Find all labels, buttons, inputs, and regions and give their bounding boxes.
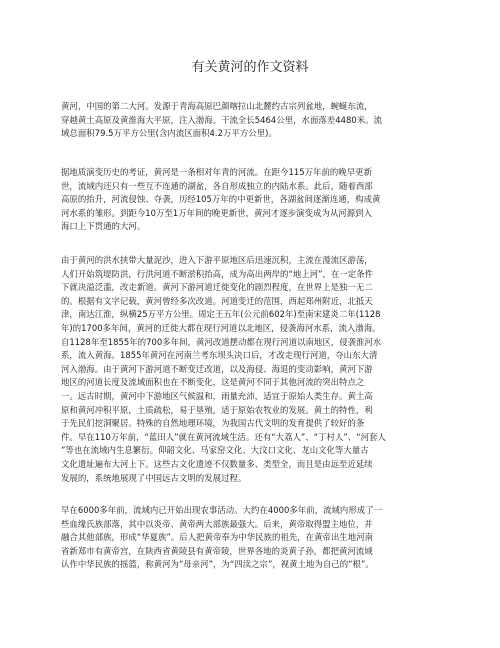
text-line: 津，南达江淮，纵横25万平方公里。周定王五年(公元前602年)至南宋建炎二年(1128 bbox=[61, 309, 381, 320]
text-line: 发展的，系统地展现了中国远古文明的发展过程。 bbox=[61, 472, 247, 483]
paragraph-overview bbox=[61, 100, 439, 141]
text-line: 河水系的雏形。到距今10万至1万年间的晚更新世，黄河才逐步演变成为从河源到入 bbox=[61, 207, 373, 218]
text-line: 的。根据有文字记载，黄河曾经多次改道。河道变迁的范围，西起郑州附近，北抵天 bbox=[61, 295, 373, 306]
page-title: 有关黄河的作文资料 bbox=[191, 60, 309, 75]
text-line: 些血缘氏族部落，其中以炎帝、黄帝两大部族最强大。后来，黄帝取得盟主地位，并 bbox=[61, 518, 373, 529]
paragraph-civilization bbox=[61, 504, 439, 572]
text-line: 穿越黄土高原及黄淮海大平原，注入渤海。干流全长5464公里，水面落差4480米。流 bbox=[61, 114, 383, 125]
text-line: 一。远古时期，黄河中下游地区气候温和，雨量充沛，适宜于原始人类生存。黄土高 bbox=[61, 390, 373, 401]
text-line: 下就决溢泛滥，改走新道。黄河下游河道迁徙变化的剧烈程度，在世界上是独一无二 bbox=[61, 282, 373, 293]
text-line: 地区的河道长度及流域面积也在不断变化，这是黄河不同于其他河流的突出特点之 bbox=[61, 377, 365, 388]
text-line: 早在6000多年前，流域内已开始出现农事活动。大约在4000多年前，流域内形成了一 bbox=[61, 505, 383, 515]
text-line: 件。早在110万年前，“蓝田人”就在黄河流域生活。还有“大荔人”、“丁村人”、“河套人 bbox=[61, 431, 386, 442]
text-line: 人们开始筑堤防洪，行洪河道不断淤积抬高，成为高出两岸的“地上河”，在一定条件 bbox=[61, 268, 374, 279]
text-line: 高原的抬升，河流侵蚀、夺袭，历经105万年的中更新世，各湖盆间逐渐连通，构成黄 bbox=[61, 194, 381, 205]
text-line: 黄河，中国的第二大河。发源于青海高原巴颜喀拉山北麓约古宗列盆地，蜿蜒东流， bbox=[61, 101, 373, 111]
text-line: 文化遗址遍布大河上下。这些古文化遗迹不仅数量多、类型全，而且是由远至近延续 bbox=[61, 458, 373, 469]
text-line: 自1128年至1855年的700多年间，黄河改道摆动都在现行河道以南地区，侵袭淮河水 bbox=[61, 336, 382, 347]
text-line: ”等也在流域内生息繁衍。仰韶文化、马家窑文化、大汶口文化、龙山文化等大量古 bbox=[61, 445, 369, 456]
paragraph-geology bbox=[61, 166, 439, 234]
text-line: 原和黄河冲积平原，土质疏松，易于垦殖，适于原始农牧业的发展。黄土的特性，利 bbox=[61, 404, 373, 415]
text-line: 世，流域内还只有一些互不连通的湖盆，各自形成独立的内陆水系。此后，随着西部 bbox=[61, 180, 373, 191]
text-line: 系，流入黄海。1855年黄河在河南兰考东坝头决口后，才改走现行河道，夺山东大清 bbox=[61, 350, 378, 361]
text-line: 省新郑市有黄帝宫，在陕西省黄陵县有黄帝陵，世界各地的炎黄子孙，都把黄河流域 bbox=[61, 545, 373, 556]
text-line: 于先民们挖洞聚居。特殊的自然地理环境，为我国古代文明的发育提供了较好的条 bbox=[61, 418, 365, 429]
text-line: 海口上下贯通的大河。 bbox=[61, 221, 146, 232]
text-line: 河入渤海。由于黄河下游河道不断变迁改道，以及海侵、海退的变动影响，黄河下游 bbox=[61, 363, 373, 374]
text-line: 由于黄河的洪水挟带大量泥沙，进入下游平原地区后迅速沉积，主流在漫流区游荡， bbox=[61, 255, 373, 265]
text-line: 融合其他部族，形成“华夏族”。后人把黄帝奉为中华民族的祖先，在黄帝出生地河南 bbox=[61, 532, 374, 543]
paragraph-river-course-history bbox=[61, 254, 439, 485]
text-line: 域总面积79.5万平方公里(含内流区面积4.2万平方公里)。 bbox=[61, 128, 277, 139]
text-line: 年)的1700多年间，黄河的迁徙大都在现行河道以北地区，侵袭海河水系，流入渤海。 bbox=[61, 322, 381, 333]
text-line: 认作中华民族的摇篮，称黄河为“母亲河”，为“四渎之宗”，视黄土地为自己的“根”。 bbox=[61, 559, 374, 570]
text-line: 据地质演变历史的考证，黄河是一条相对年青的河流。在距今115万年前的晚早更新 bbox=[61, 167, 373, 177]
